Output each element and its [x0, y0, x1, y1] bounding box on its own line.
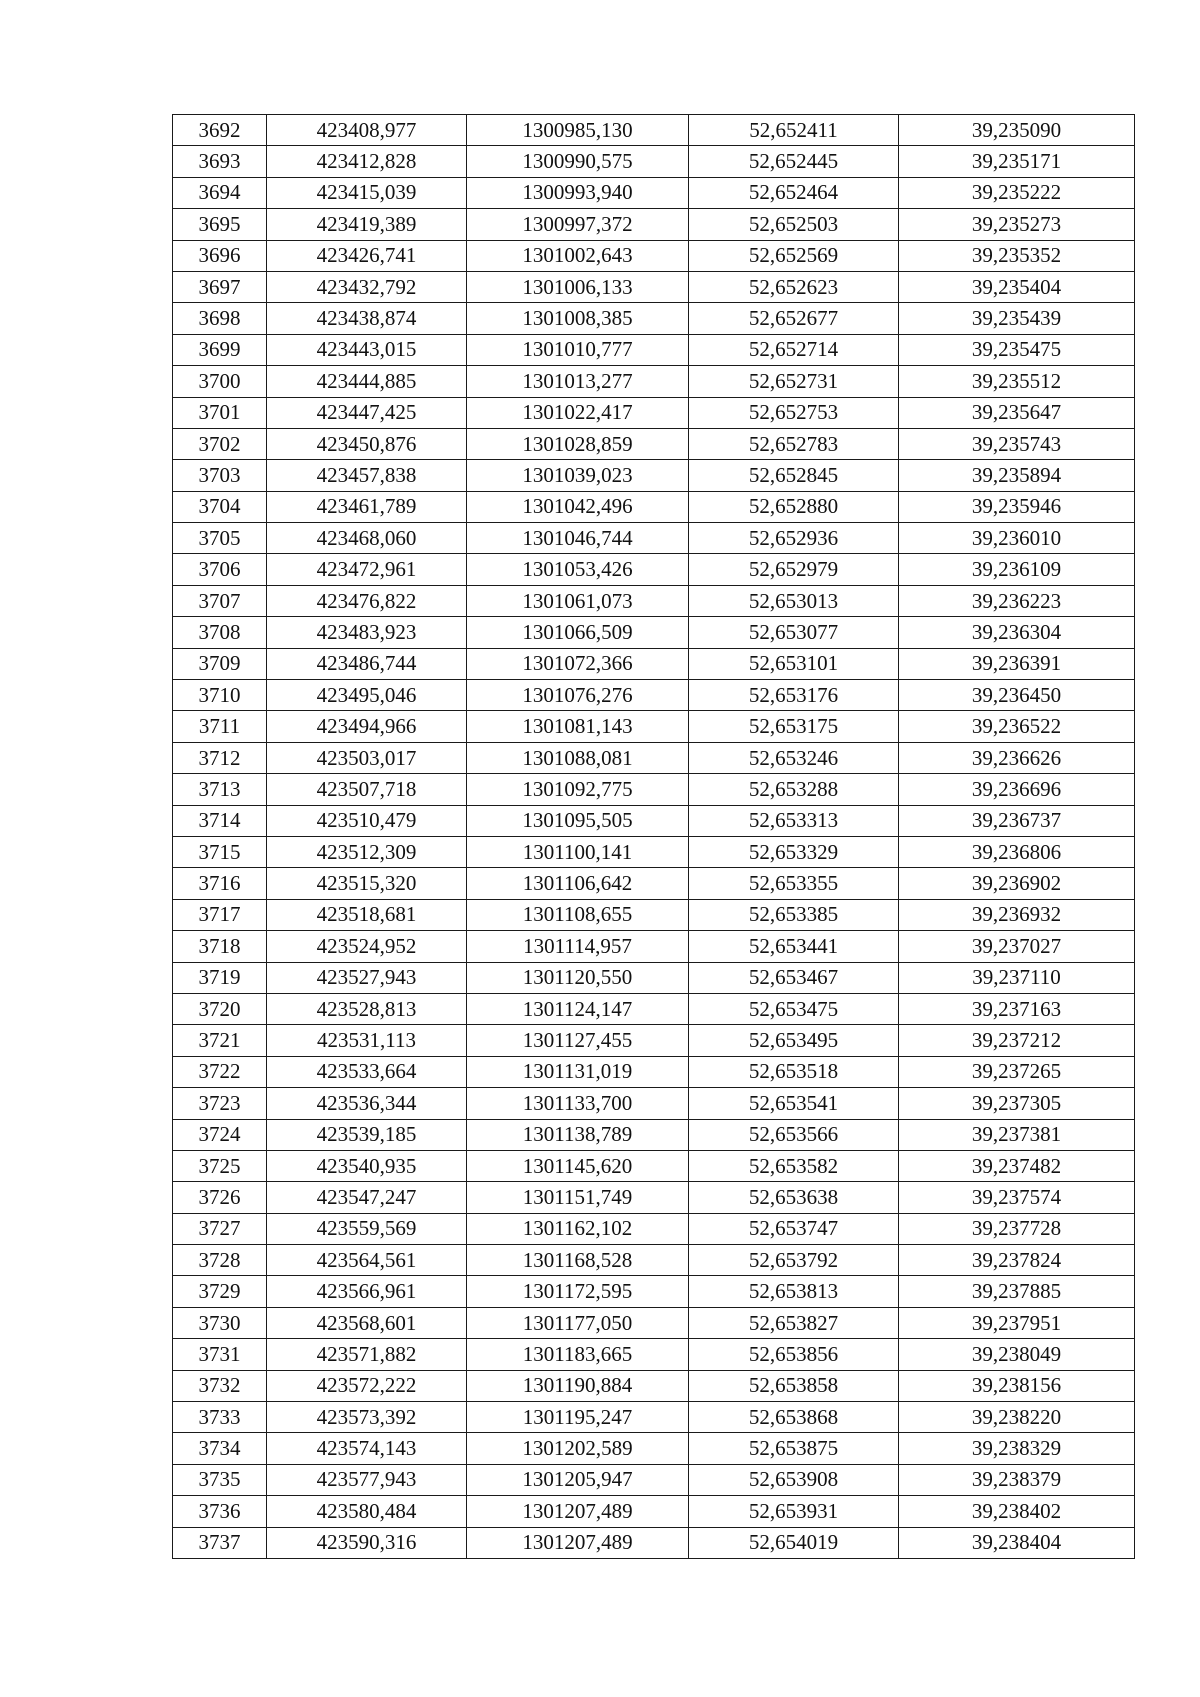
latitude-cell: 52,653875: [689, 1433, 899, 1464]
y-coordinate-cell: 1301183,665: [467, 1339, 689, 1370]
latitude-cell: 52,653638: [689, 1182, 899, 1213]
y-coordinate-cell: 1301066,509: [467, 617, 689, 648]
longitude-cell: 39,238220: [899, 1402, 1135, 1433]
longitude-cell: 39,238379: [899, 1464, 1135, 1495]
coordinates-table: [172, 114, 1135, 1559]
point-number-cell: 3707: [173, 585, 267, 616]
y-coordinate-cell: 1301207,489: [467, 1527, 689, 1558]
latitude-cell: 52,652783: [689, 428, 899, 459]
longitude-cell: 39,235171: [899, 146, 1135, 177]
table-row: [173, 1527, 1135, 1558]
longitude-cell: 39,236522: [899, 711, 1135, 742]
table-row: [173, 460, 1135, 491]
point-number-cell: 3713: [173, 774, 267, 805]
x-coordinate-cell: 423510,479: [267, 805, 467, 836]
x-coordinate-cell: 423559,569: [267, 1213, 467, 1244]
x-coordinate-cell: 423438,874: [267, 303, 467, 334]
point-number-cell: 3714: [173, 805, 267, 836]
table-row: [173, 617, 1135, 648]
x-coordinate-cell: 423515,320: [267, 868, 467, 899]
y-coordinate-cell: 1301006,133: [467, 271, 689, 302]
table-row: [173, 303, 1135, 334]
point-number-cell: 3699: [173, 334, 267, 365]
x-coordinate-cell: 423426,741: [267, 240, 467, 271]
latitude-cell: 52,652936: [689, 523, 899, 554]
longitude-cell: 39,235404: [899, 271, 1135, 302]
table-row: [173, 1276, 1135, 1307]
y-coordinate-cell: 1301053,426: [467, 554, 689, 585]
latitude-cell: 52,653908: [689, 1464, 899, 1495]
point-number-cell: 3722: [173, 1056, 267, 1087]
point-number-cell: 3698: [173, 303, 267, 334]
y-coordinate-cell: 1300990,575: [467, 146, 689, 177]
x-coordinate-cell: 423415,039: [267, 177, 467, 208]
table-row: [173, 397, 1135, 428]
point-number-cell: 3719: [173, 962, 267, 993]
longitude-cell: 39,236737: [899, 805, 1135, 836]
y-coordinate-cell: 1301088,081: [467, 742, 689, 773]
longitude-cell: 39,237728: [899, 1213, 1135, 1244]
x-coordinate-cell: 423468,060: [267, 523, 467, 554]
y-coordinate-cell: 1301028,859: [467, 428, 689, 459]
longitude-cell: 39,237574: [899, 1182, 1135, 1213]
y-coordinate-cell: 1301145,620: [467, 1150, 689, 1181]
latitude-cell: 52,653566: [689, 1119, 899, 1150]
table-row: [173, 585, 1135, 616]
table-row: [173, 836, 1135, 867]
y-coordinate-cell: 1301039,023: [467, 460, 689, 491]
y-coordinate-cell: 1301010,777: [467, 334, 689, 365]
point-number-cell: 3733: [173, 1402, 267, 1433]
y-coordinate-cell: 1301138,789: [467, 1119, 689, 1150]
point-number-cell: 3708: [173, 617, 267, 648]
point-number-cell: 3720: [173, 993, 267, 1024]
point-number-cell: 3736: [173, 1496, 267, 1527]
point-number-cell: 3734: [173, 1433, 267, 1464]
x-coordinate-cell: 423447,425: [267, 397, 467, 428]
point-number-cell: 3709: [173, 648, 267, 679]
table-row: [173, 491, 1135, 522]
table-row: [173, 742, 1135, 773]
x-coordinate-cell: 423533,664: [267, 1056, 467, 1087]
latitude-cell: 52,652623: [689, 271, 899, 302]
x-coordinate-cell: 423443,015: [267, 334, 467, 365]
point-number-cell: 3735: [173, 1464, 267, 1495]
y-coordinate-cell: 1301108,655: [467, 899, 689, 930]
longitude-cell: 39,235743: [899, 428, 1135, 459]
latitude-cell: 52,653518: [689, 1056, 899, 1087]
point-number-cell: 3727: [173, 1213, 267, 1244]
table-row: [173, 1496, 1135, 1527]
point-number-cell: 3711: [173, 711, 267, 742]
x-coordinate-cell: 423571,882: [267, 1339, 467, 1370]
longitude-cell: 39,237212: [899, 1025, 1135, 1056]
table-row: [173, 209, 1135, 240]
x-coordinate-cell: 423536,344: [267, 1088, 467, 1119]
y-coordinate-cell: 1301042,496: [467, 491, 689, 522]
table-row: [173, 1056, 1135, 1087]
latitude-cell: 52,652731: [689, 366, 899, 397]
table-row: [173, 1370, 1135, 1401]
longitude-cell: 39,238049: [899, 1339, 1135, 1370]
longitude-cell: 39,238402: [899, 1496, 1135, 1527]
latitude-cell: 52,653329: [689, 836, 899, 867]
y-coordinate-cell: 1300997,372: [467, 209, 689, 240]
y-coordinate-cell: 1300985,130: [467, 115, 689, 146]
latitude-cell: 52,652445: [689, 146, 899, 177]
longitude-cell: 39,235475: [899, 334, 1135, 365]
y-coordinate-cell: 1301072,366: [467, 648, 689, 679]
x-coordinate-cell: 423476,822: [267, 585, 467, 616]
table-row: [173, 523, 1135, 554]
latitude-cell: 52,652979: [689, 554, 899, 585]
longitude-cell: 39,237027: [899, 931, 1135, 962]
x-coordinate-cell: 423495,046: [267, 680, 467, 711]
point-number-cell: 3704: [173, 491, 267, 522]
latitude-cell: 52,653541: [689, 1088, 899, 1119]
x-coordinate-cell: 423528,813: [267, 993, 467, 1024]
point-number-cell: 3731: [173, 1339, 267, 1370]
y-coordinate-cell: 1301124,147: [467, 993, 689, 1024]
table-row: [173, 334, 1135, 365]
point-number-cell: 3730: [173, 1307, 267, 1338]
x-coordinate-cell: 423572,222: [267, 1370, 467, 1401]
table-row: [173, 1025, 1135, 1056]
x-coordinate-cell: 423461,789: [267, 491, 467, 522]
table-row: [173, 1088, 1135, 1119]
longitude-cell: 39,235090: [899, 115, 1135, 146]
latitude-cell: 52,653077: [689, 617, 899, 648]
x-coordinate-cell: 423590,316: [267, 1527, 467, 1558]
longitude-cell: 39,236109: [899, 554, 1135, 585]
latitude-cell: 52,653475: [689, 993, 899, 1024]
longitude-cell: 39,237951: [899, 1307, 1135, 1338]
point-number-cell: 3728: [173, 1245, 267, 1276]
point-number-cell: 3718: [173, 931, 267, 962]
point-number-cell: 3737: [173, 1527, 267, 1558]
y-coordinate-cell: 1301133,700: [467, 1088, 689, 1119]
x-coordinate-cell: 423527,943: [267, 962, 467, 993]
point-number-cell: 3702: [173, 428, 267, 459]
latitude-cell: 52,653813: [689, 1276, 899, 1307]
x-coordinate-cell: 423564,561: [267, 1245, 467, 1276]
table-row: [173, 428, 1135, 459]
latitude-cell: 52,653868: [689, 1402, 899, 1433]
point-number-cell: 3721: [173, 1025, 267, 1056]
longitude-cell: 39,237824: [899, 1245, 1135, 1276]
table-row: [173, 271, 1135, 302]
longitude-cell: 39,238156: [899, 1370, 1135, 1401]
table-row: [173, 899, 1135, 930]
point-number-cell: 3715: [173, 836, 267, 867]
point-number-cell: 3726: [173, 1182, 267, 1213]
point-number-cell: 3701: [173, 397, 267, 428]
latitude-cell: 52,652569: [689, 240, 899, 271]
table-row: [173, 554, 1135, 585]
x-coordinate-cell: 423539,185: [267, 1119, 467, 1150]
y-coordinate-cell: 1301092,775: [467, 774, 689, 805]
y-coordinate-cell: 1301172,595: [467, 1276, 689, 1307]
y-coordinate-cell: 1301151,749: [467, 1182, 689, 1213]
y-coordinate-cell: 1301095,505: [467, 805, 689, 836]
point-number-cell: 3695: [173, 209, 267, 240]
table-row: [173, 177, 1135, 208]
x-coordinate-cell: 423503,017: [267, 742, 467, 773]
point-number-cell: 3694: [173, 177, 267, 208]
x-coordinate-cell: 423518,681: [267, 899, 467, 930]
table-row: [173, 774, 1135, 805]
table-row: [173, 1150, 1135, 1181]
y-coordinate-cell: 1300993,940: [467, 177, 689, 208]
point-number-cell: 3732: [173, 1370, 267, 1401]
point-number-cell: 3712: [173, 742, 267, 773]
x-coordinate-cell: 423472,961: [267, 554, 467, 585]
y-coordinate-cell: 1301106,642: [467, 868, 689, 899]
point-number-cell: 3710: [173, 680, 267, 711]
table-row: [173, 993, 1135, 1024]
latitude-cell: 52,653792: [689, 1245, 899, 1276]
table-row: [173, 1433, 1135, 1464]
x-coordinate-cell: 423573,392: [267, 1402, 467, 1433]
point-number-cell: 3696: [173, 240, 267, 271]
latitude-cell: 52,653495: [689, 1025, 899, 1056]
y-coordinate-cell: 1301081,143: [467, 711, 689, 742]
longitude-cell: 39,236304: [899, 617, 1135, 648]
table-row: [173, 648, 1135, 679]
latitude-cell: 52,652503: [689, 209, 899, 240]
table-row: [173, 680, 1135, 711]
table-row: [173, 1339, 1135, 1370]
point-number-cell: 3697: [173, 271, 267, 302]
latitude-cell: 52,653441: [689, 931, 899, 962]
table-row: [173, 366, 1135, 397]
table-body: [173, 115, 1135, 1559]
longitude-cell: 39,235512: [899, 366, 1135, 397]
table-row: [173, 1402, 1135, 1433]
latitude-cell: 52,652714: [689, 334, 899, 365]
point-number-cell: 3700: [173, 366, 267, 397]
point-number-cell: 3705: [173, 523, 267, 554]
latitude-cell: 52,653313: [689, 805, 899, 836]
longitude-cell: 39,237482: [899, 1150, 1135, 1181]
table-row: [173, 1182, 1135, 1213]
latitude-cell: 52,652677: [689, 303, 899, 334]
y-coordinate-cell: 1301205,947: [467, 1464, 689, 1495]
longitude-cell: 39,235222: [899, 177, 1135, 208]
point-number-cell: 3717: [173, 899, 267, 930]
point-number-cell: 3706: [173, 554, 267, 585]
table-row: [173, 240, 1135, 271]
x-coordinate-cell: 423566,961: [267, 1276, 467, 1307]
y-coordinate-cell: 1301195,247: [467, 1402, 689, 1433]
table-row: [173, 115, 1135, 146]
longitude-cell: 39,236932: [899, 899, 1135, 930]
y-coordinate-cell: 1301127,455: [467, 1025, 689, 1056]
longitude-cell: 39,238329: [899, 1433, 1135, 1464]
table-row: [173, 711, 1135, 742]
x-coordinate-cell: 423507,718: [267, 774, 467, 805]
latitude-cell: 52,653175: [689, 711, 899, 742]
x-coordinate-cell: 423580,484: [267, 1496, 467, 1527]
latitude-cell: 52,652753: [689, 397, 899, 428]
longitude-cell: 39,237885: [899, 1276, 1135, 1307]
point-number-cell: 3725: [173, 1150, 267, 1181]
latitude-cell: 52,654019: [689, 1527, 899, 1558]
longitude-cell: 39,236010: [899, 523, 1135, 554]
x-coordinate-cell: 423483,923: [267, 617, 467, 648]
latitude-cell: 52,653288: [689, 774, 899, 805]
point-number-cell: 3692: [173, 115, 267, 146]
longitude-cell: 39,236902: [899, 868, 1135, 899]
x-coordinate-cell: 423486,744: [267, 648, 467, 679]
longitude-cell: 39,237163: [899, 993, 1135, 1024]
x-coordinate-cell: 423419,389: [267, 209, 467, 240]
longitude-cell: 39,236223: [899, 585, 1135, 616]
x-coordinate-cell: 423512,309: [267, 836, 467, 867]
point-number-cell: 3693: [173, 146, 267, 177]
latitude-cell: 52,653747: [689, 1213, 899, 1244]
x-coordinate-cell: 423408,977: [267, 115, 467, 146]
x-coordinate-cell: 423547,247: [267, 1182, 467, 1213]
y-coordinate-cell: 1301100,141: [467, 836, 689, 867]
latitude-cell: 52,652880: [689, 491, 899, 522]
x-coordinate-cell: 423574,143: [267, 1433, 467, 1464]
x-coordinate-cell: 423457,838: [267, 460, 467, 491]
point-number-cell: 3729: [173, 1276, 267, 1307]
latitude-cell: 52,653931: [689, 1496, 899, 1527]
latitude-cell: 52,653827: [689, 1307, 899, 1338]
longitude-cell: 39,238404: [899, 1527, 1135, 1558]
latitude-cell: 52,652464: [689, 177, 899, 208]
latitude-cell: 52,653858: [689, 1370, 899, 1401]
y-coordinate-cell: 1301177,050: [467, 1307, 689, 1338]
longitude-cell: 39,235273: [899, 209, 1135, 240]
longitude-cell: 39,236626: [899, 742, 1135, 773]
x-coordinate-cell: 423568,601: [267, 1307, 467, 1338]
point-number-cell: 3716: [173, 868, 267, 899]
latitude-cell: 52,653856: [689, 1339, 899, 1370]
point-number-cell: 3703: [173, 460, 267, 491]
x-coordinate-cell: 423540,935: [267, 1150, 467, 1181]
y-coordinate-cell: 1301076,276: [467, 680, 689, 711]
longitude-cell: 39,235352: [899, 240, 1135, 271]
longitude-cell: 39,237265: [899, 1056, 1135, 1087]
latitude-cell: 52,653385: [689, 899, 899, 930]
table-row: [173, 1119, 1135, 1150]
x-coordinate-cell: 423494,966: [267, 711, 467, 742]
point-number-cell: 3724: [173, 1119, 267, 1150]
longitude-cell: 39,236450: [899, 680, 1135, 711]
point-number-cell: 3723: [173, 1088, 267, 1119]
latitude-cell: 52,653467: [689, 962, 899, 993]
table-row: [173, 931, 1135, 962]
latitude-cell: 52,653582: [689, 1150, 899, 1181]
y-coordinate-cell: 1301114,957: [467, 931, 689, 962]
y-coordinate-cell: 1301190,884: [467, 1370, 689, 1401]
y-coordinate-cell: 1301168,528: [467, 1245, 689, 1276]
latitude-cell: 52,653246: [689, 742, 899, 773]
table-row: [173, 1464, 1135, 1495]
y-coordinate-cell: 1301202,589: [467, 1433, 689, 1464]
latitude-cell: 52,652411: [689, 115, 899, 146]
longitude-cell: 39,236696: [899, 774, 1135, 805]
longitude-cell: 39,235894: [899, 460, 1135, 491]
x-coordinate-cell: 423450,876: [267, 428, 467, 459]
table-row: [173, 805, 1135, 836]
longitude-cell: 39,237110: [899, 962, 1135, 993]
latitude-cell: 52,652845: [689, 460, 899, 491]
x-coordinate-cell: 423577,943: [267, 1464, 467, 1495]
y-coordinate-cell: 1301002,643: [467, 240, 689, 271]
table-row: [173, 868, 1135, 899]
table-row: [173, 1213, 1135, 1244]
x-coordinate-cell: 423432,792: [267, 271, 467, 302]
y-coordinate-cell: 1301022,417: [467, 397, 689, 428]
y-coordinate-cell: 1301120,550: [467, 962, 689, 993]
longitude-cell: 39,237381: [899, 1119, 1135, 1150]
longitude-cell: 39,235439: [899, 303, 1135, 334]
y-coordinate-cell: 1301008,385: [467, 303, 689, 334]
latitude-cell: 52,653013: [689, 585, 899, 616]
y-coordinate-cell: 1301046,744: [467, 523, 689, 554]
longitude-cell: 39,235946: [899, 491, 1135, 522]
table-row: [173, 146, 1135, 177]
y-coordinate-cell: 1301061,073: [467, 585, 689, 616]
longitude-cell: 39,235647: [899, 397, 1135, 428]
latitude-cell: 52,653176: [689, 680, 899, 711]
longitude-cell: 39,237305: [899, 1088, 1135, 1119]
x-coordinate-cell: 423531,113: [267, 1025, 467, 1056]
y-coordinate-cell: 1301131,019: [467, 1056, 689, 1087]
longitude-cell: 39,236806: [899, 836, 1135, 867]
latitude-cell: 52,653101: [689, 648, 899, 679]
x-coordinate-cell: 423524,952: [267, 931, 467, 962]
table-row: [173, 1245, 1135, 1276]
y-coordinate-cell: 1301013,277: [467, 366, 689, 397]
x-coordinate-cell: 423412,828: [267, 146, 467, 177]
latitude-cell: 52,653355: [689, 868, 899, 899]
x-coordinate-cell: 423444,885: [267, 366, 467, 397]
y-coordinate-cell: 1301162,102: [467, 1213, 689, 1244]
y-coordinate-cell: 1301207,489: [467, 1496, 689, 1527]
table-row: [173, 962, 1135, 993]
longitude-cell: 39,236391: [899, 648, 1135, 679]
table-row: [173, 1307, 1135, 1338]
